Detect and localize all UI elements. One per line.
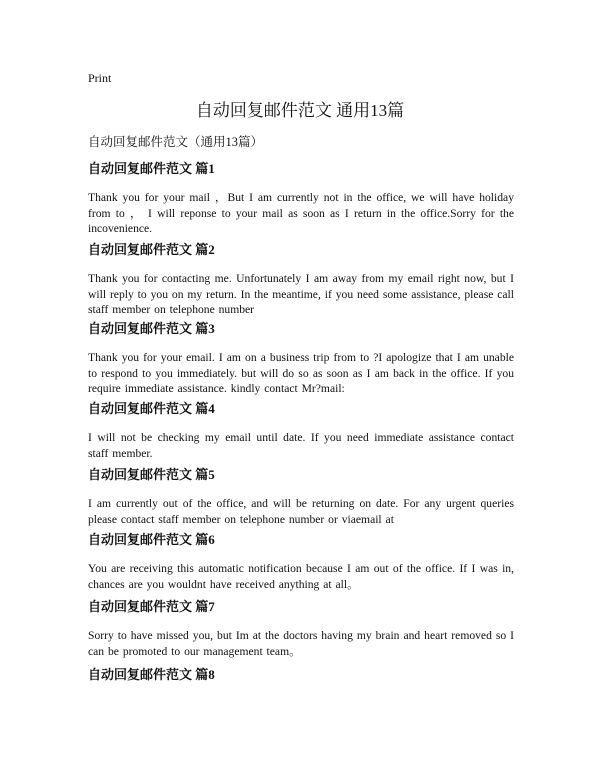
section-body: Sorry to have missed you, but Im at the doctors having my brain and heart removed so I can be promoted to our management team。 [88,629,514,658]
section-heading: 自动回复邮件范文 篇6 [88,532,215,547]
section-body: I am currently out of the office, and will be returning on date. For any urgent queries please contact staff member on telephone number or viaemail at [88,497,514,526]
section-8 [88,666,514,683]
section-heading: 自动回复邮件范文 篇3 [88,321,215,336]
print-label: Print [88,71,112,85]
section-3 [88,320,514,397]
section-heading: 自动回复邮件范文 篇2 [88,242,215,257]
section-body: Thank you for your email. I am on a business trip from to ?I apologize that I am unable to respond to you immediately. but will do so as soon as I am back in the office. If you require immediate assistance. kindly contact Mr?mail: [88,351,514,395]
section-2 [88,241,514,318]
section-body: I will not be checking my email until date. If you need immediate assistance contact staff member. [88,431,514,460]
section-heading: 自动回复邮件范文 篇1 [88,161,215,176]
section-7 [88,598,514,659]
section-4 [88,400,514,461]
section-body: Thank you for contacting me. Unfortunately I am away from my email right now, but I will reply to you on my return. In the meantime, if you need some assistance, please call staff member on telephone number [88,272,514,316]
section-body: You are receiving this automatic notification because I am out of the office. If I was in, chances are you wouldnt have received anything at all。 [88,562,514,591]
section-heading: 自动回复邮件范文 篇4 [88,401,215,416]
section-heading: 自动回复邮件范文 篇8 [88,667,215,682]
document-title: 自动回复邮件范文 通用13篇 [195,101,405,120]
document-subtitle: 自动回复邮件范文（通用13篇） [88,135,264,149]
section-heading: 自动回复邮件范文 篇5 [88,467,215,482]
section-6 [88,531,514,592]
section-heading: 自动回复邮件范文 篇7 [88,599,215,614]
section-5 [88,466,514,527]
section-body: Thank you for your mail ，But I am currently not in the office, we will have holiday from to ， I will reponse to your mail as soon as I return in the office.Sorry for the incovenience. [88,191,514,235]
section-1 [88,160,514,237]
